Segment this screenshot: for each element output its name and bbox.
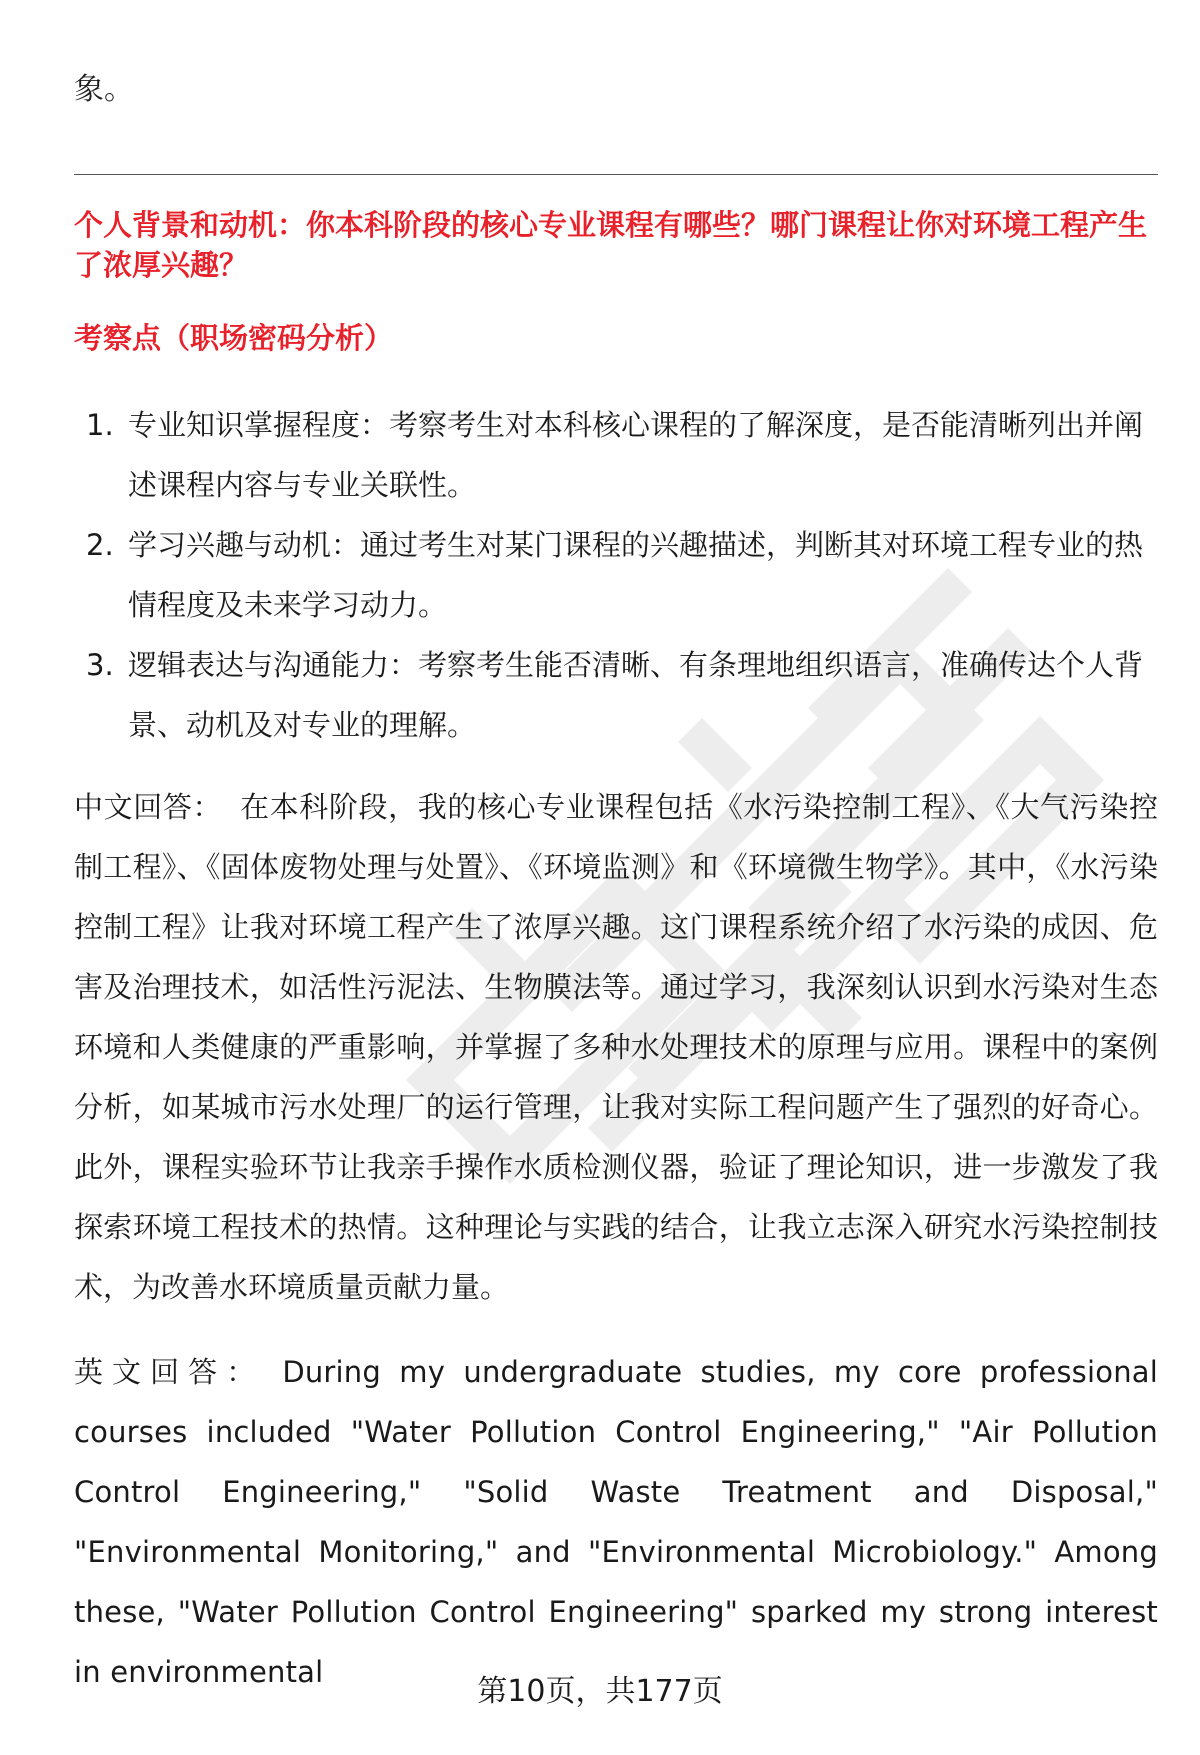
english-answer-label: 英文回答： bbox=[74, 1355, 265, 1389]
english-answer bbox=[74, 1342, 1158, 1702]
point-text: 逻辑表达与沟通能力：考察考生能否清晰、有条理地组织语言，准确传达个人背景、动机及对专业的理解。 bbox=[128, 648, 1144, 742]
assessment-points-list bbox=[74, 395, 1158, 755]
assessment-point bbox=[74, 395, 1158, 515]
point-text: 学习兴趣与动机：通过考生对某门课程的兴趣描述，判断其对环境工程专业的热情程度及未来学习动力。 bbox=[128, 528, 1144, 622]
page-number-footer: 第10页，共177页 bbox=[477, 1674, 723, 1709]
chinese-answer bbox=[74, 777, 1158, 1317]
assessment-points-title: 考察点（职场密码分析） bbox=[74, 321, 394, 355]
chinese-answer-label: 中文回答： bbox=[74, 790, 223, 824]
chinese-answer-text: 在本科阶段，我的核心专业课程包括《水污染控制工程》、《大气污染控制工程》、《固体废物处理与处置》、《环境监测》和《环境微生物学》。其中，《水污染控制工程》让我对环境工程产生了浓厚兴趣。这门课程系统介绍了水污染的成因、危害及治理技术，如活性污泥法、生物膜法等。通过学习，我深刻认识到水污染对生态环境和人类健康的严重影响，并掌握了多种水处理技术的原理与应用。课程中的案例分析，如某城市污水处理厂的运行管理，让我对实际工程问题产生了强烈的好奇心。此外，课程实验环节让我亲手操作水质检测仪器，验证了理论知识，进一步激发了我探索环境工程技术的热情。这种理论与实践的结合，让我立志深入研究水污染控制技术，为改善水环境质量贡献力量。 bbox=[74, 790, 1158, 1304]
continued-text: 象。 bbox=[74, 72, 134, 107]
english-answer-text: During my undergraduate studies, my core professional courses included "Water Pollution Control Engineering," "Air Pollution Control Engineering," "Solid Waste Treatment and Disposal," "Environmental Monitoring," and "Environmental Microbiology." Among these, "Water Pollution Control Engineering" sparked my strong interest in environmental bbox=[74, 1355, 1158, 1689]
assessment-point bbox=[74, 635, 1158, 755]
section-divider bbox=[74, 174, 1158, 175]
point-number: 3. bbox=[86, 648, 114, 682]
assessment-point bbox=[74, 515, 1158, 635]
question-heading: 个人背景和动机：你本科阶段的核心专业课程有哪些？哪门课程让你对环境工程产生了浓厚兴趣？ bbox=[74, 208, 1148, 282]
point-text: 专业知识掌握程度：考察考生对本科核心课程的了解深度，是否能清晰列出并阐述课程内容与专业关联性。 bbox=[128, 408, 1144, 502]
point-number: 1. bbox=[86, 408, 114, 442]
point-number: 2. bbox=[86, 528, 114, 562]
